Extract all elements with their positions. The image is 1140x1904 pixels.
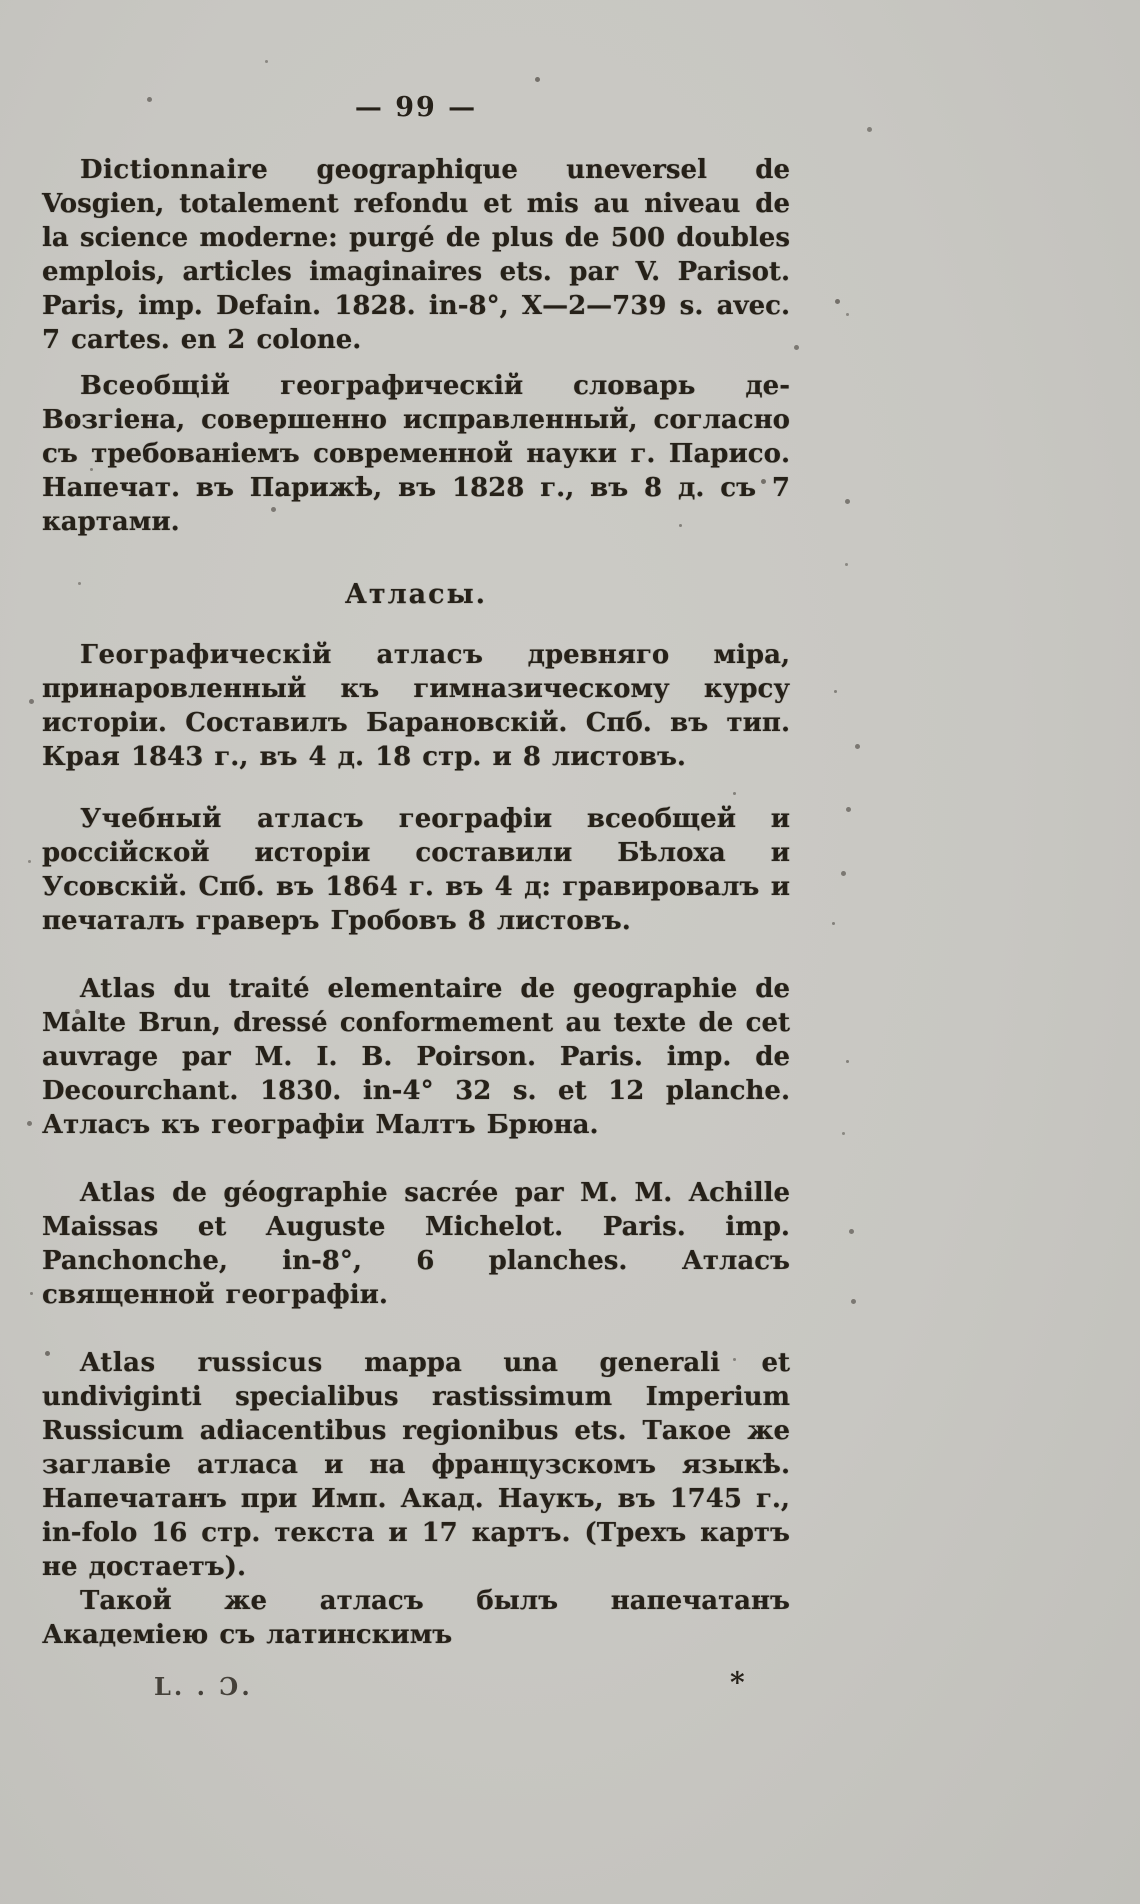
entry-text: geographique uneversel de Vosgien, totalement refondu et mis au niveau de la science moderne: purgé de plus de 500 doubles emplois, articles imaginaires ets. par V. Parisot. Paris, imp. Defain. 1828. in-8°, X—2—739 s. avec. 7 cartes. en 2 colone. — [42, 155, 790, 355]
entry-lead: Географическій атласъ — [80, 640, 484, 670]
entry-lead: Учебный атласъ — [80, 804, 365, 834]
entry-lead: Dictionnaire — [80, 155, 269, 185]
entry-paragraph — [42, 972, 790, 1142]
entry-text: географическій словарь де-Возгіена, совершенно исправленный, согласно съ требованіемъ современной науки г. Парисо. Напечат. въ Парижѣ, въ 1828 г., въ 8 д. съ 7 картами. — [42, 371, 790, 537]
entry-text: географіи всеобщей и россійской исторіи составили Бѣлоха и Усовскій. Спб. въ 1864 г. въ 4 д: гравировалъ и печаталъ граверъ Гробовъ 8 листовъ. — [42, 804, 791, 936]
entry-lead: Atlas — [80, 1178, 156, 1208]
entry-text: Такой же атласъ былъ напечатанъ Академіею съ латинскимъ — [42, 1586, 790, 1650]
page-content — [42, 92, 790, 1710]
page-footer — [42, 1666, 790, 1710]
entry-paragraph — [42, 802, 790, 938]
entry-lead: Atlas — [80, 974, 156, 1004]
entry-lead: Всеобщій — [80, 371, 231, 401]
entry-paragraph — [42, 1176, 790, 1312]
section-heading: Атласы. — [344, 579, 488, 610]
entry-text: de géographie sacrée par M. M. Achille Maissas et Auguste Michelot. Paris. imp. Panchonche, in-8°, 6 planches. Атласъ священной географіи. — [42, 1178, 790, 1310]
asterisk-mark: * — [730, 1666, 745, 1699]
entry-paragraph — [42, 1584, 790, 1652]
entry-paragraph — [42, 153, 790, 357]
entry-paragraph — [42, 1346, 790, 1584]
page-number: — 99 — — [354, 92, 478, 123]
entry-text: древняго міра, принаровленный къ гимназическому курсу исторіи. Составилъ Барановскій. Спб. въ тип. Края 1843 г., въ 4 д. 18 стр. и 8 листовъ. — [42, 640, 790, 772]
entry-lead: Atlas russicus — [80, 1348, 323, 1378]
signature-mark: L. . Ɔ. — [154, 1672, 253, 1701]
entry-text: du traité elementaire de geographie de Malte Brun, dressé conformement au texte de cet auvrage par M. I. B. Poirson. Paris. imp. de Decourchant. 1830. in-4° 32 s. et 12 planche. Атласъ къ географіи Малтъ Брюна. — [42, 974, 790, 1140]
entry-text: mappa una generali et undiviginti specialibus rastissimum Imperium Russicum adiacentibus regionibus ets. Такое же заглавіе атласа и на французскомъ языкѣ. Напечатанъ при Имп. Акад. Наукъ, въ 1745 г., in-folo 16 стр. текста и 17 картъ. (Трехъ картъ не достаетъ). — [42, 1348, 791, 1582]
entry-paragraph — [42, 369, 790, 539]
entry-paragraph — [42, 638, 790, 774]
scan-noise-speckles — [0, 0, 3, 3]
